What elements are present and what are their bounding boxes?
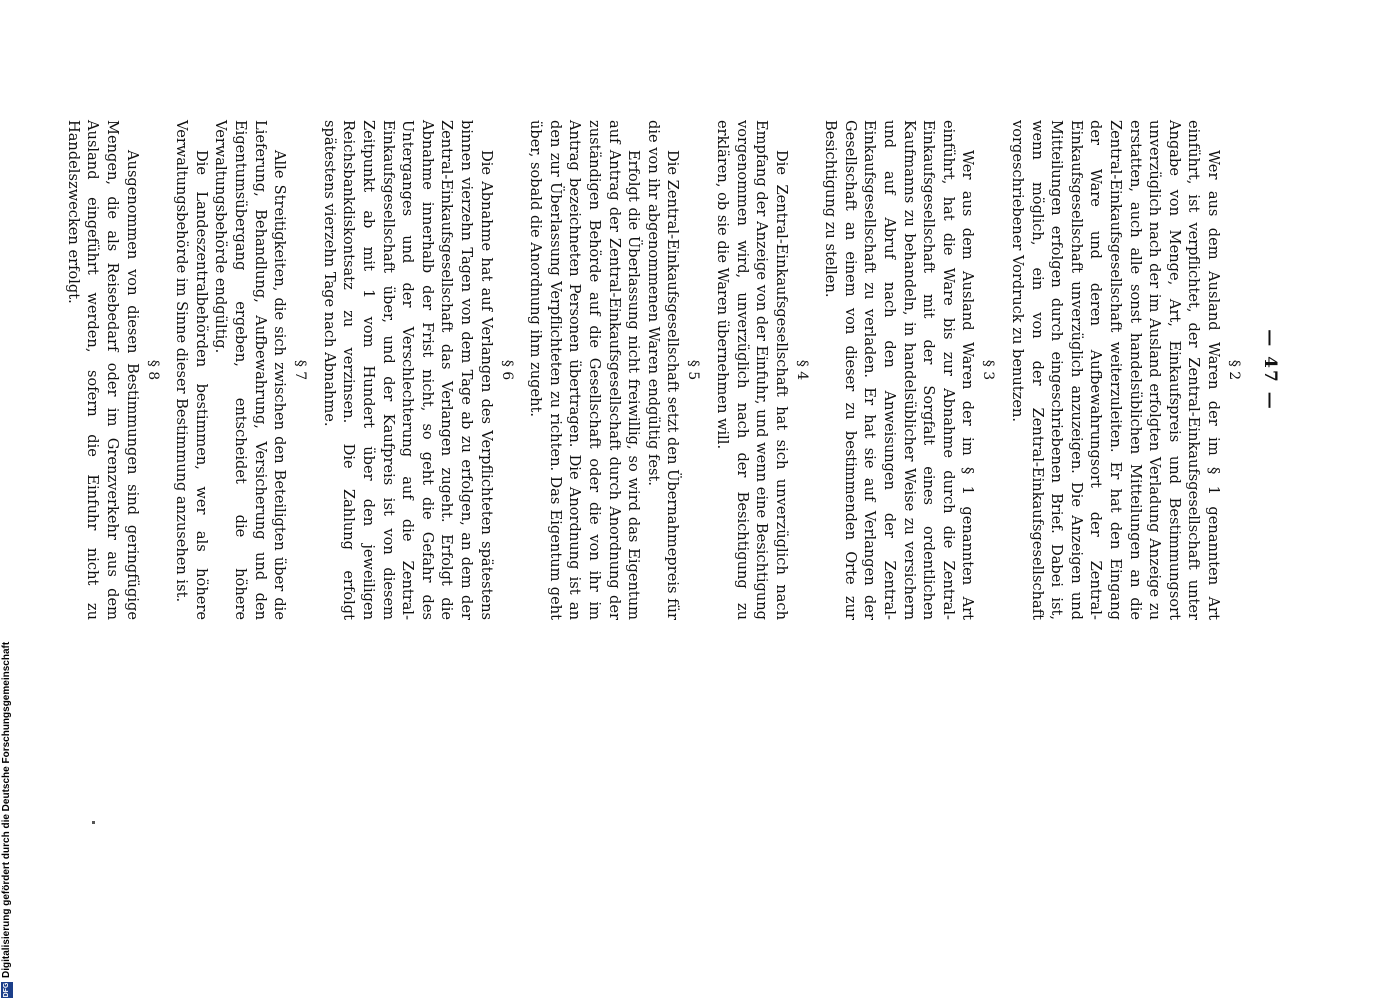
scan-speck <box>92 821 95 824</box>
section-8 <box>63 120 161 620</box>
section-paragraph: Die Zentral-Einkaufsgesellschaft setzt den Übernahmepreis für die von ihr abgenommenen Waren endgültig fest. <box>644 120 682 620</box>
section-2 <box>1007 120 1243 620</box>
dfg-logo-icon: DFG <box>1 982 13 998</box>
page-number: — 47 — <box>1260 329 1280 411</box>
section-title: § 3 <box>980 359 997 381</box>
section-5 <box>526 120 703 620</box>
section-title: § 2 <box>1226 359 1242 381</box>
section-paragraph: Wer aus dem Ausland Waren der im § 1 genannten Art einführt, ist verpflichtet, der Zentral-Einkaufsgesellschaft unter Angabe von Menge, Art, Einkaufspreis und Bestimmungsort unverzüglich nach der im Ausland erfolgten Verladung Anzeige zu erstatten, auch alle sonst handelsüblichen Mitteilungen an die Zentral-Einkaufsgesellschaft weiterzuleiten. Er hat den Eingang der Ware und deren Aufbewahrungsort der Zentral-Einkaufsgesellschaft unverzüglich anzuzeigen. Die Anzeigen und Mitteilungen erfolgen durch eingeschriebenen Brief. Dabei ist, wenn möglich, ein von der Zentral-Einkaufsgesellschaft vorgeschriebener Vordruck zu benutzen. <box>1009 120 1222 620</box>
digitization-footer <box>0 0 14 1000</box>
section-paragraph: Wer aus dem Ausland Waren der im § 1 genannten Art einführt, hat die Ware bis zur Abnahme durch die Zentral-Einkaufsgesellschaft mit der Sorgfalt eines ordentlichen Kaufmanns zu behandeln, in handelsüblicher Weise zu versichern und auf Abruf nach den Anweisungen der Zentral-Einkaufsgesellschaft zu verladen. Er hat sie auf Verlangen der Gesellschaft an einem von dieser zu bestimmenden Orte zur Besichtigung zu stellen. <box>822 120 977 620</box>
section-paragraph: Erfolgt die Überlassung nicht freiwillig, so wird das Eigentum auf Antrag der Zentral-Einkaufsgesellschaft durch Anordnung der zuständigen Behörde auf die Gesellschaft oder die von ihr im Antrag bezeichneten Personen übertragen. Die Anordnung ist an den zur Überlassung Verpflichteten zu richten. Das Eigentum geht über, sobald die Anordnung ihm zugeht. <box>527 120 643 620</box>
section-title: § 7 <box>292 359 309 381</box>
section-7 <box>172 120 310 620</box>
section-4 <box>712 120 810 620</box>
section-title: § 5 <box>685 359 702 381</box>
footer-text: Digitalisierung gefördert durch die Deutsche Forschungsgemeinschaft <box>1 641 12 978</box>
section-title: § 8 <box>144 359 161 381</box>
section-paragraph: Die Zentral-Einkaufsgesellschaft hat sich unverzüglich nach Empfang der Anzeige von der Einfuhr, und wenn eine Besichtigung vorgenommen wird, unverzüglich nach der Besichtigung zu erklären, ob sie die Waren übernehmen will. <box>713 120 790 620</box>
section-paragraph: Die Landeszentralbehörden bestimmen, wer als höhere Verwaltungsbehörde im Sinne dieser Bestimmung anzusehen ist. <box>173 120 210 620</box>
section-3 <box>821 120 998 620</box>
section-paragraph: Die Abnahme hat auf Verlangen des Verpflichteten spätestens binnen vierzehn Tagen von dem Tage ab zu erfolgen, an dem der Zentral-Einkaufsgesellschaft das Verlangen zugeht. Erfolgt die Abnahme innerhalb der Frist nicht, so geht die Gefahr des Unterganges und der Verschlechterung auf die Zentral-Einkaufsgesellschaft über, und der Kaufpreis ist von diesem Zeitpunkt ab mit 1 vom Hundert über den jeweiligen Reichsbankdiskontsatz zu verzinsen. Die Zahlung erfolgt spätestens vierzehn Tage nach Abnahme. <box>320 120 495 620</box>
section-paragraph: Alle Streitigkeiten, die sich zwischen den Beteiligten über die Lieferung, Behandlung, Aufbewahrung, Versicherung und den Eigentumsübergang ergeben, entscheidet die höhere Verwaltungsbehörde endgültig. <box>212 120 289 620</box>
rotated-page <box>64 120 1287 620</box>
section-paragraph: Ausgenommen von diesen Bestimmungen sind geringfügige Mengen, die als Reisebedarf oder im Grenzverkehr aus dem Ausland eingeführt werden, sofern die Einfuhr nicht zu Handelszwecken erfolgt. <box>64 120 141 620</box>
section-title: § 6 <box>498 359 515 381</box>
section-title: § 4 <box>793 359 810 381</box>
section-6 <box>319 120 515 620</box>
